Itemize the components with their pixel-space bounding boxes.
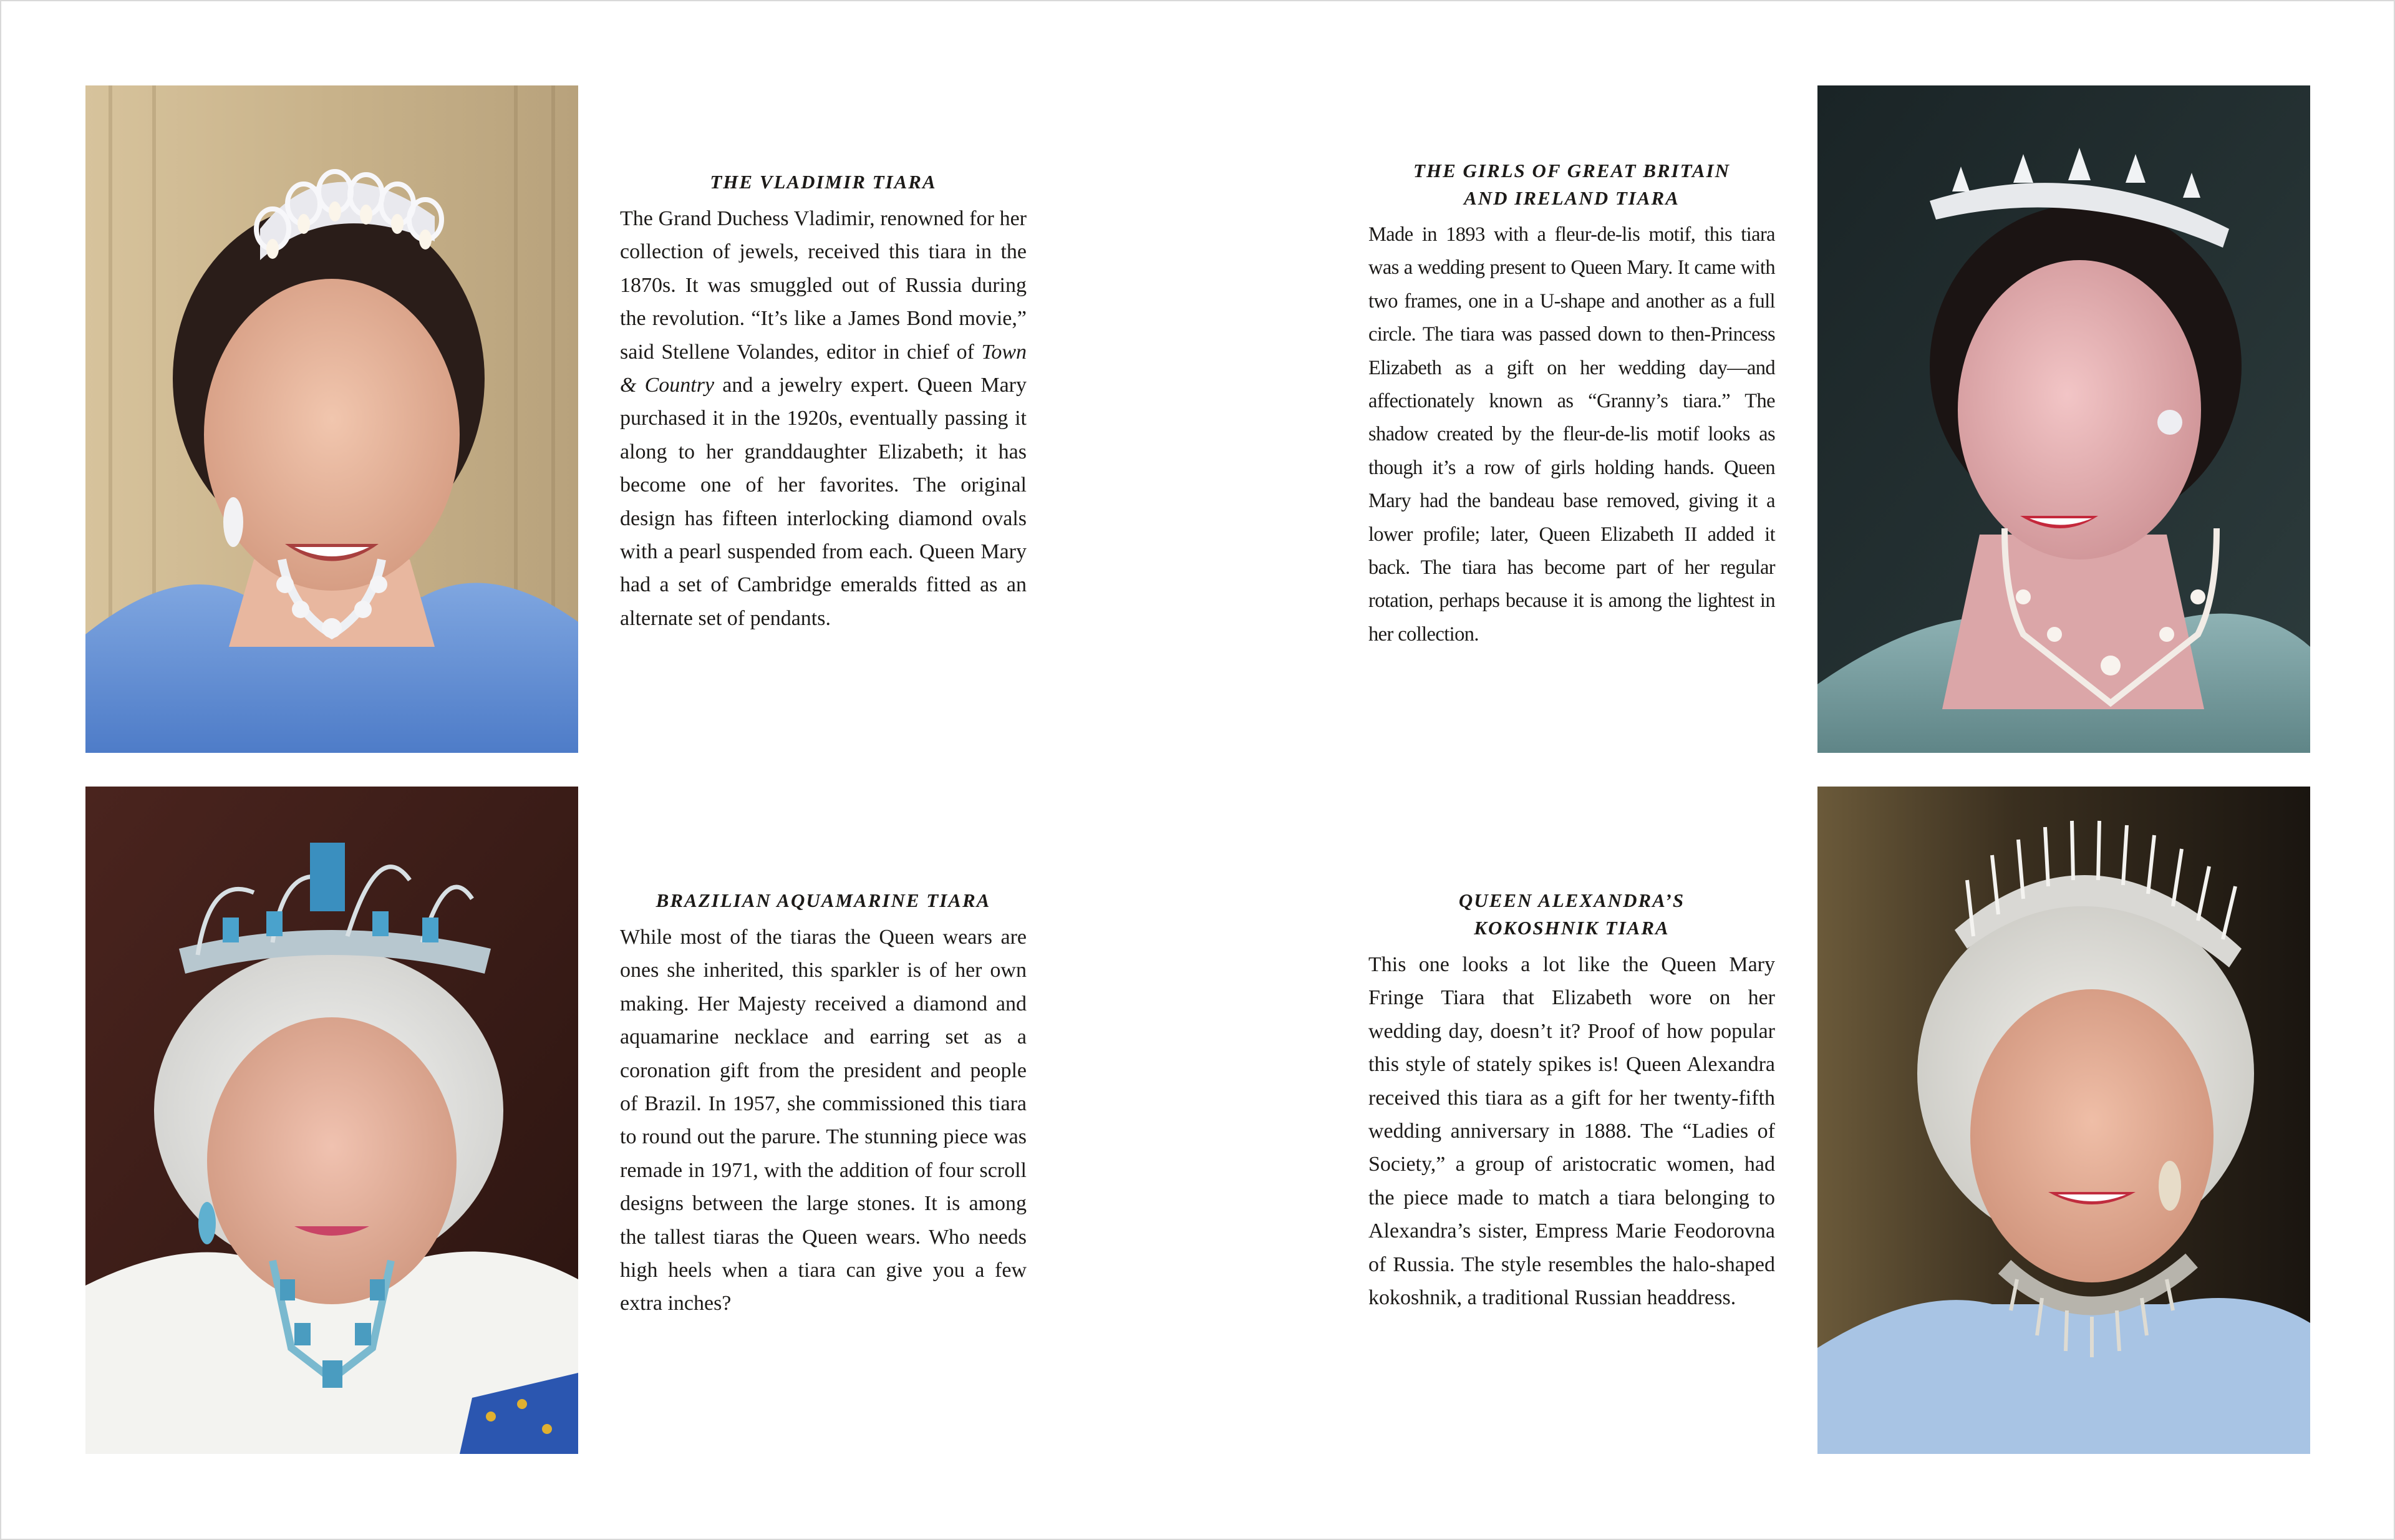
brazilian-aquamarine-tiara-entry: [620, 887, 1027, 1320]
vladimir-tiara-heading: THE VLADIMIR TIARA: [710, 171, 937, 193]
vladimir-tiara-description: [620, 202, 1027, 635]
brazilian-aquamarine-tiara-description: While most of the tiaras the Queen wears are ones she inherited, this sparkler is of her own making. Her Majesty received a diamond and aquamarine necklace and earring set as a coronation gift from the president and people of Brazil. In 1957, she commissioned this tiara to round out the parure. The stunning piece was remade in 1971, with the addition of four scroll designs between the large stones. It is among the tallest tiaras the Queen wears. Who needs high heels when a tiara can give you a few extra inches?: [620, 926, 1027, 1315]
heading-line-1: QUEEN ALEXANDRA’S: [1458, 889, 1685, 911]
kokoshnik-tiara-heading: [1368, 887, 1775, 942]
vladimir-tiara-photo: [85, 85, 578, 753]
brazilian-aquamarine-tiara-heading: BRAZILIAN AQUAMARINE TIARA: [656, 889, 991, 911]
kokoshnik-tiara-description: This one looks a lot like the Queen Mary Fringe Tiara that Elizabeth wore on her wedding day, doesn’t it? Proof of how popular this style of stately spikes is! Queen Alexandra received this tiara as a gift for her twenty-fifth wedding anniversary in 1888. The “Ladies of Society,” a group of aristocratic women, had the piece made to match a tiara belonging to Alexandra’s sister, Empress Marie Feodorovna of Russia. The style resembles the halo-shaped kokoshnik, a traditional Russian headdress.: [1368, 953, 1775, 1310]
vladimir-body-part-2: and a jewelry expert. Queen Mary purchased it in the 1920s, eventually passing it along to her granddaughter Elizabeth; it has become one of her favorites. The original design has fifteen interlocking diamond ovals with a pearl suspended from each. Queen Mary had a set of Cambridge emeralds fitted as an alternate set of pendants.: [620, 374, 1027, 630]
girls-of-great-britain-tiara-description: Made in 1893 with a fleur-de-lis motif, this tiara was a wedding present to Queen Mary. It came with two frames, one in a U-shape and another as a full circle. The tiara was passed down to then-Princess Elizabeth as a gift on her wedding day—and affectionately known as “Granny’s tiara.” The shadow created by the fleur-de-lis motif looks as though it’s a row of girls holding hands. Queen Mary had the bandeau base removed, giving it a lower profile; later, Queen Elizabeth II added it back. The tiara has become part of her regular rotation, perhaps because it is among the lightest in her collection.: [1368, 223, 1775, 646]
kokoshnik-tiara-photo: [1817, 787, 2310, 1454]
heading-line-2: AND IRELAND TIARA: [1464, 187, 1680, 209]
heading-line-2: KOKOSHNIK TIARA: [1474, 917, 1670, 939]
vladimir-body-part-1: The Grand Duchess Vladimir, renowned for her collection of jewels, received this tiara in the 1870s. It was smuggled out of Russia during the revolution. “It’s like a James Bond movie,” said Stellene Volandes, editor in chief of: [620, 207, 1027, 364]
kokoshnik-tiara-entry: [1368, 887, 1775, 1314]
girls-of-great-britain-tiara-photo: [1817, 85, 2310, 753]
heading-line-1: THE GIRLS OF GREAT BRITAIN: [1413, 160, 1730, 182]
vladimir-tiara-entry: [620, 168, 1027, 635]
girls-of-great-britain-tiara-heading: [1368, 157, 1775, 212]
brazilian-aquamarine-tiara-photo: [85, 787, 578, 1454]
girls-of-great-britain-tiara-entry: [1368, 157, 1775, 651]
magazine-title: Town & Country: [620, 340, 1027, 397]
